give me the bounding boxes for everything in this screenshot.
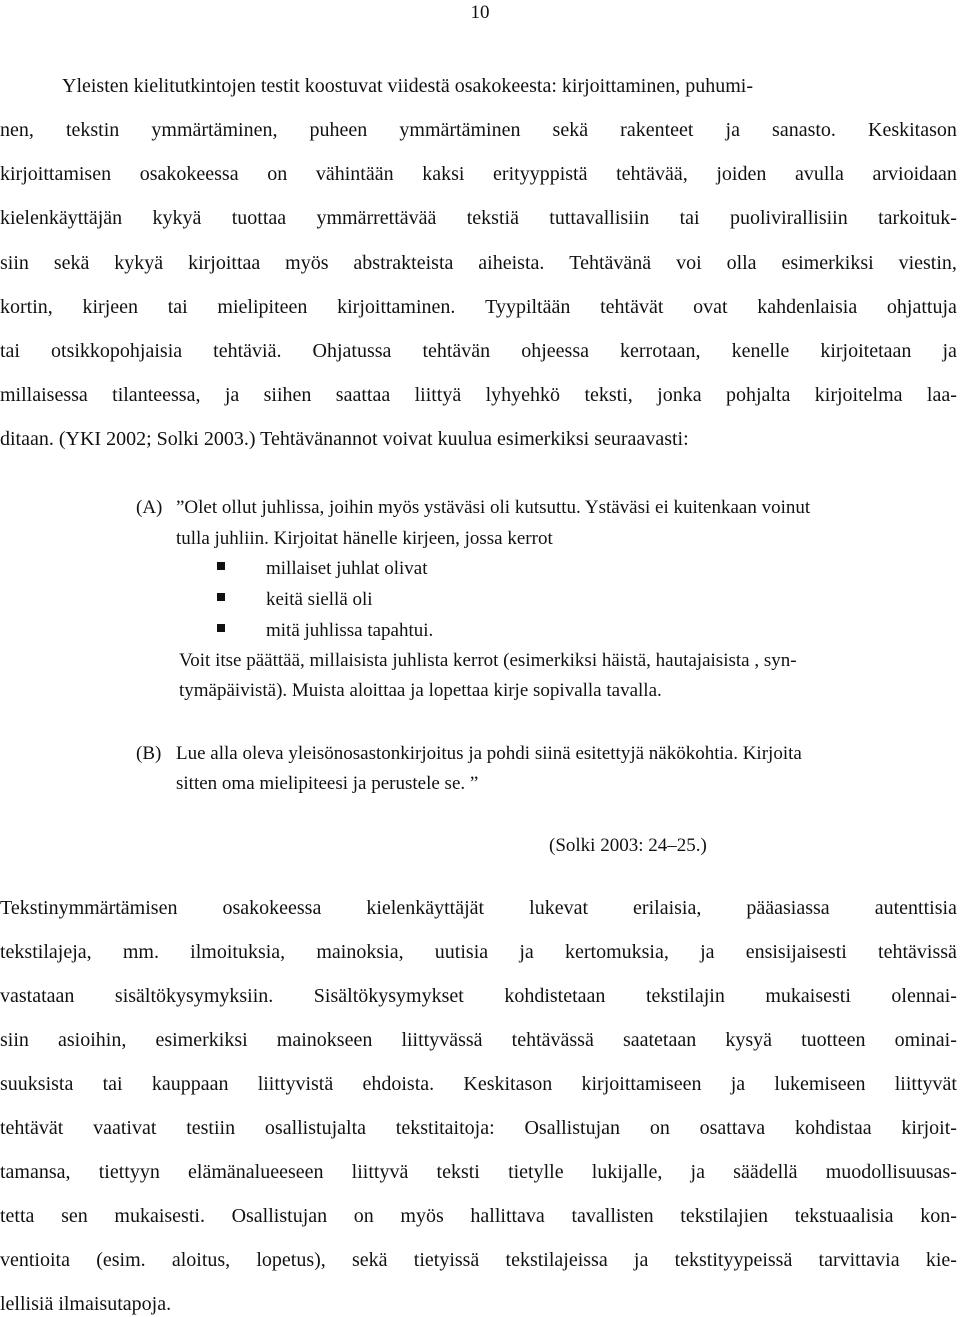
word: esimerkiksi	[155, 1029, 248, 1051]
word: tehtävissä	[878, 941, 957, 963]
word: Tyypiltään	[485, 296, 571, 318]
word: on	[353, 1205, 374, 1227]
word: vähintään	[315, 163, 394, 185]
word: ymmärtäminen	[399, 119, 521, 141]
word: mainoksia,	[316, 941, 404, 963]
word: kykyä	[152, 207, 202, 229]
word: Tekstinymmärtämisen	[0, 897, 178, 919]
word: ja	[633, 1249, 649, 1271]
word: ymmärtäminen,	[151, 119, 278, 141]
word: kenelle	[731, 340, 790, 362]
bullet-item: mitä juhlissa tapahtui.	[266, 620, 434, 641]
word: sen	[61, 1205, 88, 1227]
bullet-item: millaiset juhlat olivat	[266, 558, 428, 579]
word: ja	[730, 1073, 746, 1095]
word: Osallistujan	[231, 1205, 328, 1227]
text-line: lellisiä ilmaisutapoja.	[0, 1293, 172, 1315]
word: siin	[0, 252, 29, 274]
word: kirjoittaminen.	[337, 296, 456, 318]
word: kielenkäyttäjän	[0, 207, 123, 229]
word: liittyvä	[351, 1161, 409, 1183]
word: tehtäviä.	[213, 340, 282, 362]
word: voi	[676, 252, 702, 274]
word: kauppaan	[151, 1073, 229, 1095]
text-line	[0, 1203, 957, 1229]
word: on	[649, 1117, 670, 1139]
text-line	[0, 205, 957, 231]
word: tiettyyn	[98, 1161, 160, 1183]
word: tietyissä	[413, 1249, 480, 1271]
word: saattaa	[335, 384, 391, 406]
word: tehtävässä	[511, 1029, 594, 1051]
word: kielenkäyttäjät	[366, 897, 485, 919]
word: lopetus),	[256, 1249, 326, 1271]
example-line: Lue alla oleva yleisönosastonkirjoitus ja pohdi siinä esitettyjä näkökohtia. Kirjoita	[176, 743, 802, 764]
word: kykyä	[114, 252, 164, 274]
word: kaksi	[422, 163, 465, 185]
word: tekstilajeissa	[505, 1249, 608, 1271]
text-line	[0, 250, 957, 276]
word: tavallisten	[571, 1205, 654, 1227]
word: sanasto.	[772, 119, 836, 141]
text-line	[0, 1247, 957, 1273]
word: kirjoittamisen	[0, 163, 112, 185]
bullet-icon	[217, 562, 225, 570]
word: siin	[0, 1029, 29, 1051]
word: viestin,	[898, 252, 957, 274]
word: Keskitason	[868, 119, 957, 141]
word: ja	[700, 941, 715, 963]
word: teksti,	[584, 384, 633, 406]
word: kirjoittaa	[188, 252, 261, 274]
word: nen,	[0, 119, 34, 141]
word: esimerkiksi	[781, 252, 874, 274]
word: olla	[726, 252, 757, 274]
word: tekstilajin	[645, 985, 725, 1007]
word: kirjoit-	[901, 1117, 957, 1139]
text-line	[0, 382, 957, 408]
word: suuksista	[0, 1073, 74, 1095]
example-marker: (A)	[136, 497, 163, 518]
word: puheen	[309, 119, 368, 141]
word: kortin,	[0, 296, 53, 318]
word: (esim.	[96, 1249, 146, 1271]
word: ja	[942, 340, 957, 362]
word: liittyvät	[894, 1073, 957, 1095]
word: Osallistujan	[524, 1117, 621, 1139]
text-line	[0, 939, 957, 965]
word: tehtävän	[422, 340, 491, 362]
word: on	[267, 163, 288, 185]
text-line	[0, 1071, 957, 1097]
word: liittyvässä	[401, 1029, 483, 1051]
word: kerrotaan,	[620, 340, 701, 362]
word: ohjeessa	[521, 340, 589, 362]
word: rakenteet	[620, 119, 694, 141]
example-line: ”Olet ollut juhlissa, joihin myös ystäväsi oli kutsuttu. Ystäväsi ei kuitenkaan voinut	[176, 497, 811, 518]
word: ja	[725, 119, 740, 141]
word: tai	[102, 1073, 123, 1095]
word: mielipiteen	[217, 296, 308, 318]
word: arvioidaan	[872, 163, 957, 185]
word: mukaisesti.	[114, 1205, 205, 1227]
word: tarvittavia	[818, 1249, 900, 1271]
word: kirjoittamiseen	[581, 1073, 702, 1095]
example-line: tulla juhliin. Kirjoitat hänelle kirjeen, jossa kerrot	[176, 528, 553, 549]
text-line: ditaan. (YKI 2002; Solki 2003.) Tehtävänannot voivat kuulua esimerkiksi seuraavasti:	[0, 428, 689, 450]
word: ominai-	[894, 1029, 957, 1051]
word: kirjeen	[82, 296, 139, 318]
word: pääasiassa	[746, 897, 830, 919]
word: vaativat	[93, 1117, 157, 1139]
word: testiin	[186, 1117, 236, 1139]
word: lukemiseen	[774, 1073, 866, 1095]
word: puolivirallisiin	[729, 207, 848, 229]
word: mainokseen	[276, 1029, 373, 1051]
word: tehtävää,	[616, 163, 688, 185]
word: tuottaa	[231, 207, 287, 229]
word: kie-	[925, 1249, 957, 1271]
word: erilaisia,	[633, 897, 702, 919]
example-marker: (B)	[136, 743, 162, 764]
bullet-icon	[217, 593, 225, 601]
word: sekä	[53, 252, 90, 274]
word: hallittava	[470, 1205, 545, 1227]
text-line	[0, 1159, 957, 1185]
word: aiheista.	[478, 252, 545, 274]
word: pohjalta	[725, 384, 791, 406]
word: osakokeessa	[139, 163, 239, 185]
word: elämänalueeseen	[188, 1161, 324, 1183]
word: tetta	[0, 1205, 35, 1227]
word: asioihin,	[58, 1029, 127, 1051]
word: millaisessa	[0, 384, 88, 406]
word: tai	[679, 207, 700, 229]
word: tehtävät	[0, 1117, 64, 1139]
word: osakokeessa	[222, 897, 322, 919]
word: ventioita	[0, 1249, 70, 1271]
word: ensisijaisesti	[745, 941, 847, 963]
text-line: Yleisten kielitutkintojen testit koostuvat viidestä osakokeesta: kirjoittaminen, puhumi-	[62, 75, 753, 97]
word: myös	[400, 1205, 444, 1227]
word: lyhyehkö	[485, 384, 561, 406]
text-line	[0, 1027, 957, 1053]
word: abstrakteista	[353, 252, 454, 274]
word: tuttavallisiin	[549, 207, 650, 229]
word: ymmärrettävää	[316, 207, 437, 229]
word: tekstitaitoja:	[395, 1117, 495, 1139]
word: osattava	[699, 1117, 766, 1139]
word: liittyä	[414, 384, 462, 406]
word: tai	[167, 296, 188, 318]
word: joiden	[716, 163, 767, 185]
text-line	[0, 895, 957, 921]
page-number: 10	[470, 2, 490, 23]
word: Ohjatussa	[312, 340, 392, 362]
text-line	[0, 161, 957, 187]
word: avulla	[794, 163, 844, 185]
word: tehtävät	[600, 296, 664, 318]
word: erityyppistä	[493, 163, 588, 185]
word: tarkoituk-	[878, 207, 957, 229]
word: kohdistaa	[794, 1117, 872, 1139]
bullet-item: keitä siellä oli	[266, 589, 373, 610]
word: lukijalle,	[591, 1161, 663, 1183]
word: tekstiä	[466, 207, 519, 229]
word: tekstilajien	[680, 1205, 769, 1227]
word: teksti	[436, 1161, 480, 1183]
word: autenttisia	[874, 897, 957, 919]
word: ehdoista.	[362, 1073, 435, 1095]
text-line	[0, 983, 957, 1009]
text-line	[0, 117, 957, 143]
word: ilmoituksia,	[190, 941, 286, 963]
word: otsikkopohjaisia	[51, 340, 183, 362]
word: Keskitason	[463, 1073, 553, 1095]
word: kohdistetaan	[504, 985, 606, 1007]
word: tekstityypeissä	[674, 1249, 793, 1271]
bullet-icon	[217, 624, 225, 632]
word: sisältökysymyksiin.	[114, 985, 274, 1007]
text-line	[0, 1115, 957, 1141]
word: mm.	[122, 941, 159, 963]
word: mukaisesti	[765, 985, 851, 1007]
word: kertomuksia,	[564, 941, 669, 963]
word: ja	[690, 1161, 705, 1183]
word: myös	[285, 252, 329, 274]
word: kon-	[920, 1205, 957, 1227]
word: tilanteessa,	[112, 384, 201, 406]
word: tekstilajeja,	[0, 941, 92, 963]
word: uutisia	[434, 941, 489, 963]
example-line: sitten oma mielipiteesi ja perustele se. ”	[176, 773, 479, 794]
word: tekstin	[65, 119, 120, 141]
word: sekä	[352, 1249, 388, 1271]
word: lukevat	[529, 897, 589, 919]
text-line	[0, 294, 957, 320]
citation: (Solki 2003: 24–25.)	[549, 835, 707, 856]
word: ohjattuja	[886, 296, 957, 318]
word: ovat	[693, 296, 728, 318]
word: kirjoitelma	[814, 384, 903, 406]
word: Tehtävänä	[569, 252, 652, 274]
word: kirjoitetaan	[820, 340, 912, 362]
word: kysyä	[725, 1029, 773, 1051]
word: ja	[224, 384, 240, 406]
word: säädellä	[733, 1161, 798, 1183]
word: kahdenlaisia	[757, 296, 858, 318]
word: sekä	[552, 119, 589, 141]
word: tekstuaalisia	[794, 1205, 894, 1227]
example-line: Voit itse päättää, millaisista juhlista kerrot (esimerkiksi häistä, hautajaisista , syn-	[179, 650, 797, 671]
word: muodollisuusas-	[825, 1161, 957, 1183]
word: laa-	[926, 384, 957, 406]
word: tai	[0, 340, 20, 362]
word: olennai-	[891, 985, 957, 1007]
word: aloitus,	[171, 1249, 231, 1271]
word: tietylle	[508, 1161, 564, 1183]
word: ja	[519, 941, 534, 963]
word: siihen	[263, 384, 312, 406]
word: Sisältökysymykset	[313, 985, 464, 1007]
text-line	[0, 338, 957, 364]
word: vastataan	[0, 985, 75, 1007]
example-line: tymäpäivistä). Muista aloittaa ja lopettaa kirje sopivalla tavalla.	[179, 680, 662, 701]
word: saatetaan	[622, 1029, 697, 1051]
word: tuotteen	[801, 1029, 866, 1051]
word: osallistujalta	[264, 1117, 366, 1139]
word: jonka	[657, 384, 702, 406]
word: liittyvistä	[257, 1073, 334, 1095]
word: tamansa,	[0, 1161, 71, 1183]
